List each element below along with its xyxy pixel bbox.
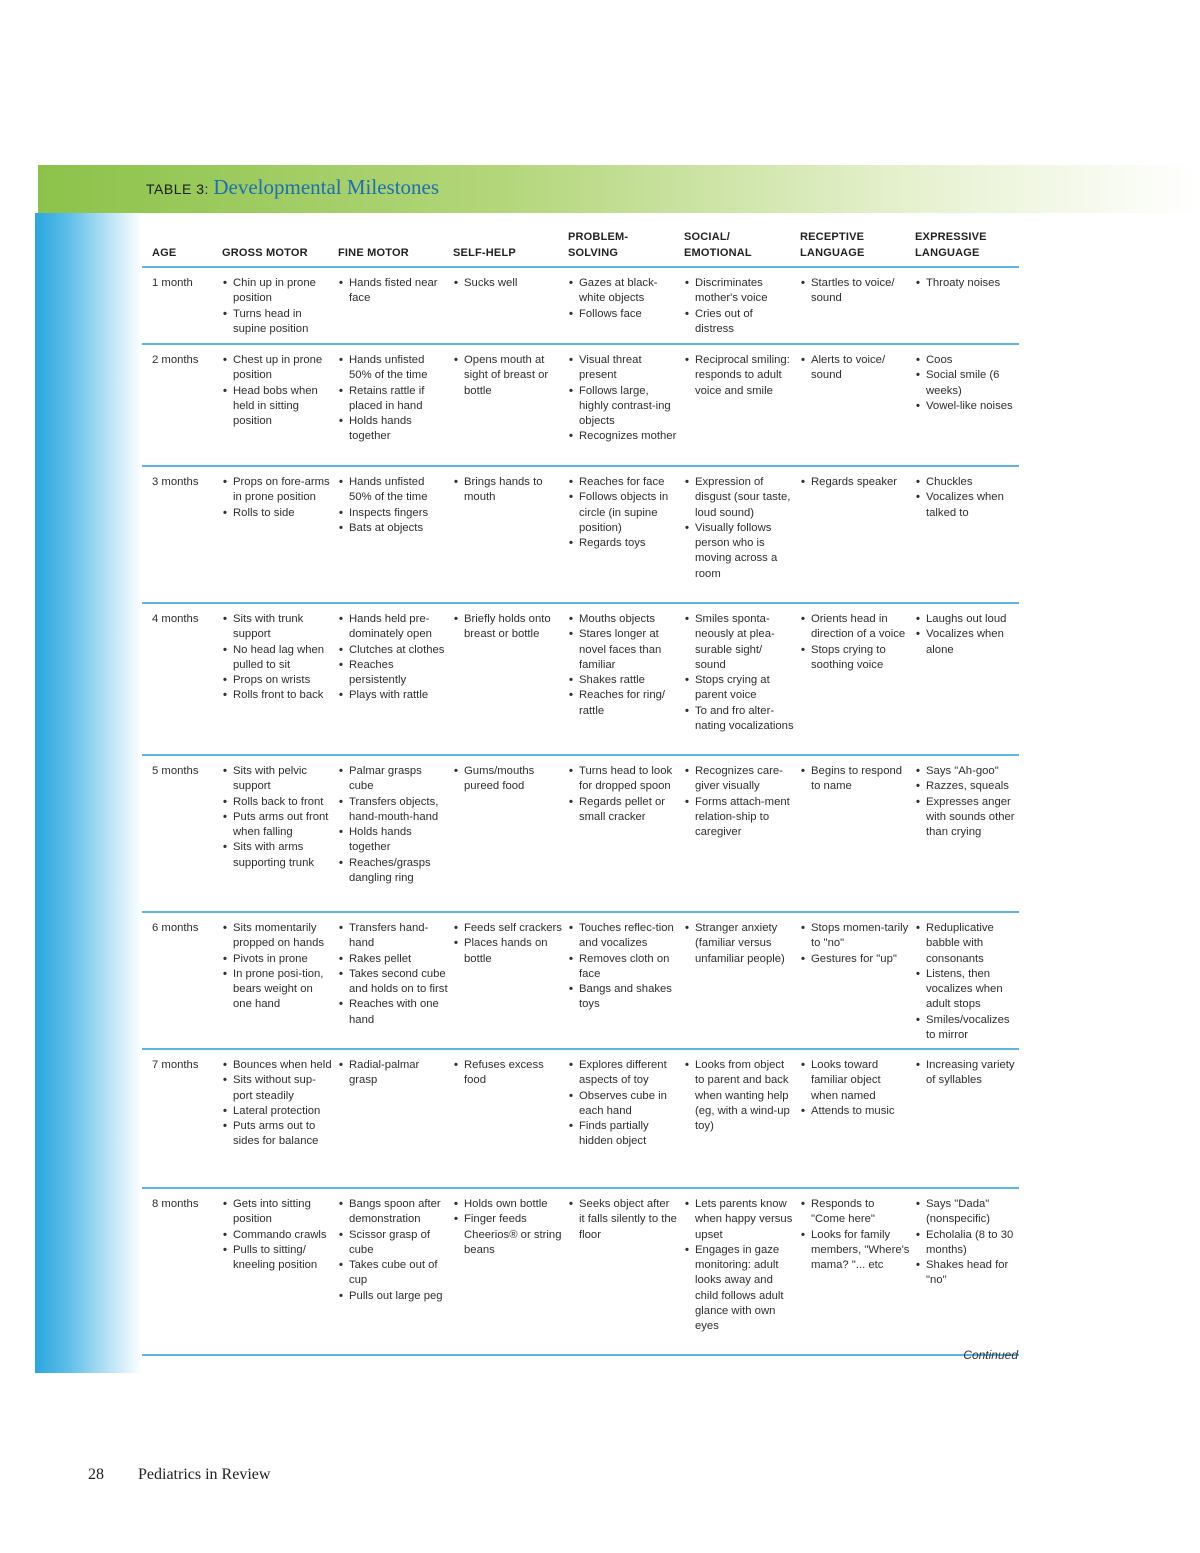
milestone-list (915, 1058, 1019, 1089)
milestone-item: • Lateral protection (222, 1104, 332, 1119)
milestone-item: • Holds own bottle (453, 1197, 563, 1212)
milestone-item: • Explores different aspects of toy (568, 1058, 678, 1089)
milestone-item: • Clutches at clothes (338, 643, 448, 658)
milestone-item: • Looks toward familiar object when named (800, 1058, 910, 1104)
milestone-item: • Follows large, highly contrast-ing objects (568, 384, 678, 430)
milestone-item: • Pulls to sitting/ kneeling position (222, 1243, 332, 1274)
age-cell (152, 353, 220, 368)
milestone-item: • Radial-palmar grasp (338, 1058, 448, 1089)
milestone-item: • Props on wrists (222, 673, 332, 688)
milestone-item: • Gestures for "up" (800, 952, 910, 967)
milestone-item: • Smiles sponta-neously at plea-surable sight/ sound (684, 612, 794, 673)
milestone-list (915, 353, 1019, 414)
milestone-list (453, 612, 563, 643)
problem-solving-cell (568, 612, 678, 719)
table-row (142, 1050, 1019, 1189)
milestone-item: • Bats at objects (338, 521, 448, 536)
milestone-item: • Hands unfisted 50% of the time (338, 475, 448, 506)
milestone-item: • Stranger anxiety (familiar versus unfamiliar people) (684, 921, 794, 967)
milestone-list (568, 921, 678, 1013)
milestone-list (338, 764, 448, 886)
self-help-cell (453, 764, 563, 795)
age-label: 6 months (152, 922, 199, 934)
social-emotional-cell (684, 921, 794, 967)
social-emotional-cell (684, 612, 794, 734)
milestone-item: • Hands unfisted 50% of the time (338, 353, 448, 384)
expressive-language-cell (915, 612, 1019, 658)
gross-motor-cell (222, 1197, 332, 1273)
milestone-list (568, 612, 678, 719)
milestone-item: • Plays with rattle (338, 688, 448, 703)
milestone-item: • Turns head to look for dropped spoon (568, 764, 678, 795)
self-help-cell (453, 475, 563, 506)
social-emotional-cell (684, 353, 794, 399)
milestone-item: • Stares longer at novel faces than familiar (568, 627, 678, 673)
milestone-list (222, 475, 332, 521)
milestone-item: • Finger feeds Cheerios® or string beans (453, 1212, 563, 1258)
milestone-item: • In prone posi-tion, bears weight on one hand (222, 967, 332, 1013)
milestone-item: • Lets parents know when happy versus upset (684, 1197, 794, 1243)
social-emotional-cell (684, 1197, 794, 1335)
milestone-item: • Scissor grasp of cube (338, 1228, 448, 1259)
milestone-item: • Reaches for ring/ rattle (568, 688, 678, 719)
milestone-item: • Says "Dada" (nonspecific) (915, 1197, 1019, 1228)
milestone-list (568, 475, 678, 551)
self-help-cell (453, 921, 563, 967)
age-label: 4 months (152, 613, 199, 625)
expressive-language-cell (915, 276, 1019, 291)
fine-motor-cell (338, 475, 448, 536)
header-age: AGE (152, 247, 177, 259)
milestone-item: • Looks for family members, "Where's mama? "... etc (800, 1228, 910, 1274)
milestone-item: • Hands held pre-dominately open (338, 612, 448, 643)
milestone-item: • Bangs and shakes toys (568, 982, 678, 1013)
header-social-emotional: SOCIAL/ EMOTIONAL (684, 231, 752, 259)
milestone-list (800, 612, 910, 673)
gross-motor-cell (222, 475, 332, 521)
milestone-item: • Vocalizes when talked to (915, 490, 1019, 521)
milestone-list (800, 1197, 910, 1273)
fine-motor-cell (338, 1058, 448, 1089)
milestone-item: • Pulls out large peg (338, 1289, 448, 1304)
milestone-list (222, 1058, 332, 1150)
milestone-item: • Bangs spoon after demonstration (338, 1197, 448, 1228)
milestone-item: • Bounces when held (222, 1058, 332, 1073)
milestone-item: • Removes cloth on face (568, 952, 678, 983)
milestone-list (568, 1058, 678, 1150)
milestone-list (222, 353, 332, 429)
milestone-list (684, 475, 794, 582)
milestone-list (915, 276, 1019, 291)
milestone-item: • Stops momen-tarily to "no" (800, 921, 910, 952)
milestone-item: • Chuckles (915, 475, 1019, 490)
milestone-item: • Holds hands together (338, 414, 448, 445)
milestone-item: • Orients head in direction of a voice (800, 612, 910, 643)
milestone-item: • Visually follows person who is moving across a room (684, 521, 794, 582)
milestone-list (800, 276, 910, 307)
milestone-item: • Reaches with one hand (338, 997, 448, 1028)
receptive-language-cell (800, 475, 910, 490)
milestone-item: • Follows face (568, 307, 678, 322)
milestone-item: • Throaty noises (915, 276, 1019, 291)
header-problem-solving: PROBLEM- SOLVING (568, 231, 629, 259)
receptive-language-cell (800, 276, 910, 307)
expressive-language-cell (915, 1197, 1019, 1289)
table-title (146, 175, 439, 200)
table-header-row (142, 220, 1019, 268)
fine-motor-cell (338, 353, 448, 445)
milestone-item: • Rolls front to back (222, 688, 332, 703)
milestone-item: • Retains rattle if placed in hand (338, 384, 448, 415)
milestone-item: • Reciprocal smiling: responds to adult voice and smile (684, 353, 794, 399)
continued-note: Continued (963, 1348, 1018, 1362)
milestone-item: • Mouths objects (568, 612, 678, 627)
fine-motor-cell (338, 276, 448, 307)
milestone-list (222, 764, 332, 871)
milestone-item: • Rakes pellet (338, 952, 448, 967)
milestone-item: • Reaches/grasps dangling ring (338, 856, 448, 887)
milestone-item: • Follows objects in circle (in supine position) (568, 490, 678, 536)
milestone-item: • Vowel-like noises (915, 399, 1019, 414)
milestone-item: • Sits without sup-port steadily (222, 1073, 332, 1104)
age-cell (152, 921, 220, 936)
milestone-item: • Rolls back to front (222, 795, 332, 810)
milestone-list (684, 612, 794, 734)
social-emotional-cell (684, 475, 794, 582)
milestone-item: • Laughs out loud (915, 612, 1019, 627)
milestone-item: • Transfers objects, hand-mouth-hand (338, 795, 448, 826)
header-receptive-language: RECEPTIVE LANGUAGE (800, 231, 865, 259)
milestone-list (338, 1197, 448, 1304)
milestone-item: • Chin up in prone position (222, 276, 332, 307)
header-gross-motor: GROSS MOTOR (222, 247, 308, 259)
milestone-item: • Puts arms out to sides for balance (222, 1119, 332, 1150)
gross-motor-cell (222, 612, 332, 704)
milestone-item: • Coos (915, 353, 1019, 368)
milestone-item: • Alerts to voice/ sound (800, 353, 910, 384)
table-row (142, 604, 1019, 756)
gross-motor-cell (222, 1058, 332, 1150)
milestone-item: • Gazes at black-white objects (568, 276, 678, 307)
milestone-item: • Razzes, squeals (915, 779, 1019, 794)
milestone-item: • No head lag when pulled to sit (222, 643, 332, 674)
expressive-language-cell (915, 1058, 1019, 1089)
milestone-list (800, 475, 910, 490)
milestone-item: • Listens, then vocalizes when adult stops (915, 967, 1019, 1013)
header-expressive-language: EXPRESSIVE LANGUAGE (915, 231, 987, 259)
milestone-item: • Vocalizes when alone (915, 627, 1019, 658)
milestone-item: • Begins to respond to name (800, 764, 910, 795)
milestone-item: • Pivots in prone (222, 952, 332, 967)
milestone-item: • Shakes head for "no" (915, 1258, 1019, 1289)
problem-solving-cell (568, 353, 678, 445)
milestone-item: • Forms attach-ment relation-ship to caregiver (684, 795, 794, 841)
milestone-item: • Touches reflec-tion and vocalizes (568, 921, 678, 952)
milestone-item: • Palmar grasps cube (338, 764, 448, 795)
milestone-item: • Shakes rattle (568, 673, 678, 688)
milestone-item: • Echolalia (8 to 30 months) (915, 1228, 1019, 1259)
milestone-list (684, 353, 794, 399)
milestone-list (684, 1197, 794, 1335)
milestone-list (568, 1197, 678, 1243)
milestone-list (453, 276, 563, 291)
milestone-item: • Regards pellet or small cracker (568, 795, 678, 826)
milestone-list (338, 475, 448, 536)
problem-solving-cell (568, 764, 678, 825)
milestone-list (684, 764, 794, 840)
milestone-item: • Discriminates mother's voice (684, 276, 794, 307)
age-cell (152, 475, 220, 490)
table-row (142, 913, 1019, 1050)
milestone-item: • Props on fore-arms in prone position (222, 475, 332, 506)
expressive-language-cell (915, 921, 1019, 1043)
fine-motor-cell (338, 921, 448, 1028)
receptive-language-cell (800, 1058, 910, 1119)
milestone-item: • Recognizes mother (568, 429, 678, 444)
self-help-cell (453, 1058, 563, 1089)
milestone-item: • Visual threat present (568, 353, 678, 384)
self-help-cell (453, 276, 563, 291)
age-label: 3 months (152, 476, 199, 488)
milestone-item: • Cries out of distress (684, 307, 794, 338)
milestone-item: • Expresses anger with sounds other than crying (915, 795, 1019, 841)
journal-name: Pediatrics in Review (138, 1466, 271, 1483)
milestone-list (222, 276, 332, 337)
fine-motor-cell (338, 764, 448, 886)
social-emotional-cell (684, 764, 794, 840)
receptive-language-cell (800, 353, 910, 384)
gross-motor-cell (222, 353, 332, 429)
milestone-list (222, 1197, 332, 1273)
social-emotional-cell (684, 276, 794, 337)
milestone-item: • Briefly holds onto breast or bottle (453, 612, 563, 643)
milestone-item: • Sits with trunk support (222, 612, 332, 643)
milestone-list (453, 1197, 563, 1258)
problem-solving-cell (568, 276, 678, 322)
table-row (142, 1189, 1019, 1356)
milestone-list (800, 764, 910, 795)
milestone-list (453, 353, 563, 399)
side-band (35, 213, 142, 1373)
milestone-item: • Seeks object after it falls silently to the floor (568, 1197, 678, 1243)
milestone-item: • Feeds self crackers (453, 921, 563, 936)
table-row (142, 467, 1019, 604)
milestone-item: • Chest up in prone position (222, 353, 332, 384)
header-fine-motor: FINE MOTOR (338, 247, 409, 259)
header-self-help: SELF-HELP (453, 247, 516, 259)
milestone-list (915, 1197, 1019, 1289)
milestone-list (684, 1058, 794, 1134)
milestone-item: • Sits with pelvic support (222, 764, 332, 795)
milestone-item: • Regards toys (568, 536, 678, 551)
table-body (142, 268, 1019, 1356)
milestone-item: • Commando crawls (222, 1228, 332, 1243)
milestone-item: • Observes cube in each hand (568, 1089, 678, 1120)
milestone-item: • Reaches persistently (338, 658, 448, 689)
self-help-cell (453, 612, 563, 643)
milestone-list (338, 353, 448, 445)
milestone-list (568, 353, 678, 445)
milestone-item: • Stops crying to soothing voice (800, 643, 910, 674)
age-label: 7 months (152, 1059, 199, 1071)
milestone-item: • Attends to music (800, 1104, 910, 1119)
milestone-item: • Startles to voice/ sound (800, 276, 910, 307)
receptive-language-cell (800, 612, 910, 673)
milestone-list (800, 353, 910, 384)
fine-motor-cell (338, 1197, 448, 1304)
milestone-list (453, 764, 563, 795)
expressive-language-cell (915, 764, 1019, 840)
milestone-list (453, 921, 563, 967)
age-cell (152, 276, 220, 291)
age-cell (152, 764, 220, 779)
milestone-list (684, 276, 794, 337)
milestone-item: • Sucks well (453, 276, 563, 291)
milestone-item: • Sits with arms supporting trunk (222, 840, 332, 871)
milestone-list (800, 1058, 910, 1119)
milestone-item: • Head bobs when held in sitting position (222, 384, 332, 430)
milestone-item: • Inspects fingers (338, 506, 448, 521)
milestone-list (915, 475, 1019, 521)
gross-motor-cell (222, 921, 332, 1013)
milestone-item: • Opens mouth at sight of breast or bottle (453, 353, 563, 399)
fine-motor-cell (338, 612, 448, 704)
milestone-item: • Gums/mouths pureed food (453, 764, 563, 795)
milestone-list (568, 276, 678, 322)
milestone-item: • Recognizes care-giver visually (684, 764, 794, 795)
page-footer (88, 1466, 270, 1484)
milestone-item: • Takes cube out of cup (338, 1258, 448, 1289)
milestone-item: • Gets into sitting position (222, 1197, 332, 1228)
milestone-item: • Reduplicative babble with consonants (915, 921, 1019, 967)
milestone-item: • Sits momentarily propped on hands (222, 921, 332, 952)
milestone-item: • Transfers hand-hand (338, 921, 448, 952)
milestone-item: • Increasing variety of syllables (915, 1058, 1019, 1089)
age-label: 2 months (152, 354, 199, 366)
milestone-list (915, 921, 1019, 1043)
milestone-list (915, 612, 1019, 658)
milestone-item: • Finds partially hidden object (568, 1119, 678, 1150)
problem-solving-cell (568, 475, 678, 551)
self-help-cell (453, 353, 563, 399)
self-help-cell (453, 1197, 563, 1258)
milestone-item: • Stops crying at parent voice (684, 673, 794, 704)
table-row (142, 756, 1019, 913)
age-label: 1 month (152, 277, 193, 289)
milestone-item: • Says "Ah-goo" (915, 764, 1019, 779)
receptive-language-cell (800, 764, 910, 795)
expressive-language-cell (915, 475, 1019, 521)
milestone-item: • Looks from object to parent and back when wanting help (eg, with a wind-up toy) (684, 1058, 794, 1134)
milestone-item: • Expression of disgust (sour taste, loud sound) (684, 475, 794, 521)
milestone-list (338, 612, 448, 704)
milestone-item: • Regards speaker (800, 475, 910, 490)
milestone-item: • Social smile (6 weeks) (915, 368, 1019, 399)
age-cell (152, 1058, 220, 1073)
milestone-item: • Reaches for face (568, 475, 678, 490)
milestone-list (684, 921, 794, 967)
problem-solving-cell (568, 921, 678, 1013)
age-cell (152, 612, 220, 627)
milestones-table (142, 220, 1019, 1356)
milestone-list (800, 921, 910, 967)
receptive-language-cell (800, 1197, 910, 1273)
age-label: 8 months (152, 1198, 199, 1210)
receptive-language-cell (800, 921, 910, 967)
milestone-item: • Responds to "Come here" (800, 1197, 910, 1228)
milestone-list (338, 921, 448, 1028)
problem-solving-cell (568, 1197, 678, 1243)
milestone-item: • Puts arms out front when falling (222, 810, 332, 841)
gross-motor-cell (222, 276, 332, 337)
table-name: Developmental Milestones (213, 175, 440, 199)
social-emotional-cell (684, 1058, 794, 1134)
table-row (142, 345, 1019, 467)
age-cell (152, 1197, 220, 1212)
milestone-item: • To and fro alter-nating vocalizations (684, 704, 794, 735)
milestone-list (338, 276, 448, 307)
age-label: 5 months (152, 765, 199, 777)
milestone-item: • Holds hands together (338, 825, 448, 856)
milestone-item: • Places hands on bottle (453, 936, 563, 967)
table-row (142, 268, 1019, 345)
milestone-item: • Engages in gaze monitoring: adult looks away and child follows adult glance with own eyes (684, 1243, 794, 1335)
milestone-list (915, 764, 1019, 840)
milestone-item: • Hands fisted near face (338, 276, 448, 307)
milestone-list (453, 475, 563, 506)
table-label: TABLE 3: (146, 181, 209, 197)
milestone-list (222, 921, 332, 1013)
page-number: 28 (88, 1466, 104, 1483)
milestone-list (222, 612, 332, 704)
milestone-item: • Rolls to side (222, 506, 332, 521)
milestone-list (453, 1058, 563, 1089)
milestone-item: • Refuses excess food (453, 1058, 563, 1089)
problem-solving-cell (568, 1058, 678, 1150)
milestone-item: • Brings hands to mouth (453, 475, 563, 506)
milestone-item: • Takes second cube and holds on to first (338, 967, 448, 998)
gross-motor-cell (222, 764, 332, 871)
milestone-item: • Turns head in supine position (222, 307, 332, 338)
milestone-item: • Smiles/vocalizes to mirror (915, 1013, 1019, 1044)
milestone-list (338, 1058, 448, 1089)
expressive-language-cell (915, 353, 1019, 414)
milestone-list (568, 764, 678, 825)
